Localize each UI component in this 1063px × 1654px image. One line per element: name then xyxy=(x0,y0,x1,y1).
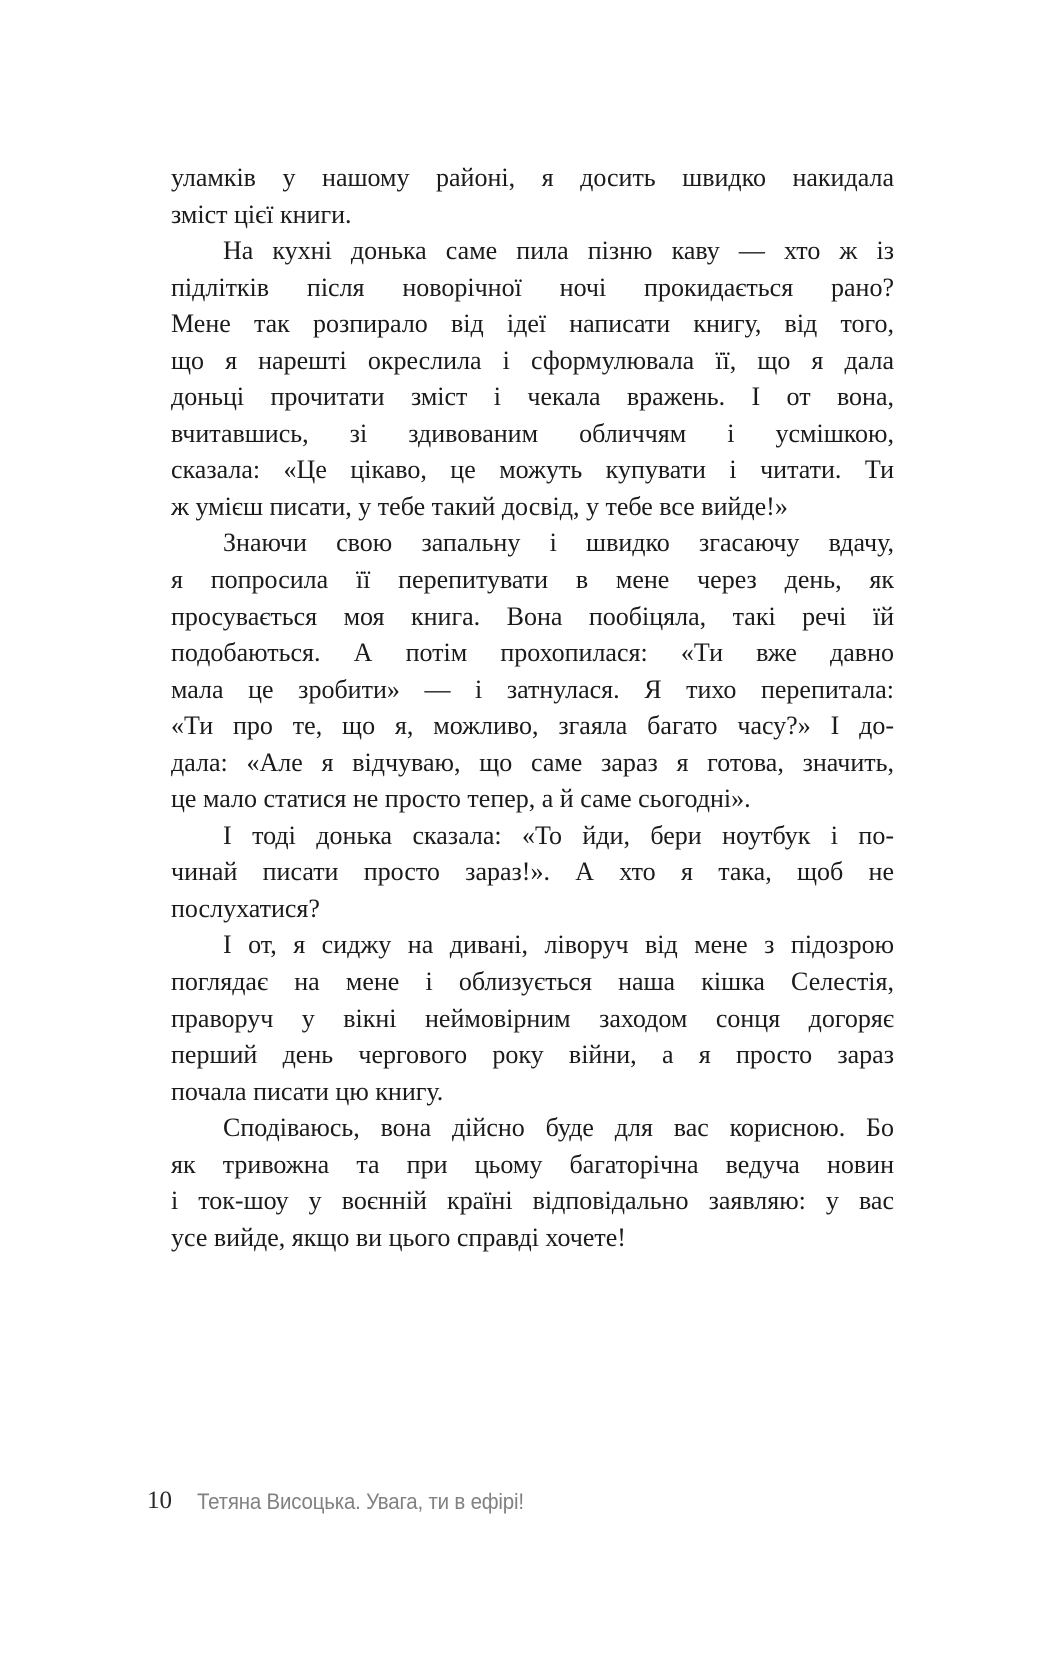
body-line: почала писати цю книгу. xyxy=(171,1076,444,1106)
body-line: Сподіваюсь, вона дійсно буде для вас корисною. Бо xyxy=(223,1113,894,1143)
body-line: І от, я сиджу на дивані, ліворуч від мене з підозрою xyxy=(223,930,894,960)
body-line: «Ти про те, що я, можливо, згаяла багато часу?» І до- xyxy=(171,711,894,741)
body-line: що я нарешті окреслила і сформулювала її, що я дала xyxy=(171,345,894,375)
body-line: поглядає на мене і облизується наша кішка Селестія, xyxy=(171,967,894,997)
body-line: перший день чергового року війни, а я просто зараз xyxy=(171,1040,894,1070)
body-line: сказала: «Це цікаво, це можуть купувати і читати. Ти xyxy=(171,455,894,485)
body-line: вчитавшись, зі здивованим обличчям і усмішкою, xyxy=(171,418,894,448)
body-line: це мало статися не просто тепер, а й саме сьогодні». xyxy=(171,784,751,814)
page-number: 10 xyxy=(147,1487,172,1514)
running-title: Тетяна Висоцька. Увага, ти в ефірі! xyxy=(197,1489,524,1514)
body-line: ж умієш писати, у тебе такий досвід, у тебе все вийде!» xyxy=(171,491,788,521)
body-line: просувається моя книга. Вона пообіцяла, такі речі їй xyxy=(171,601,894,631)
body-line: зміст цієї книги. xyxy=(171,199,352,229)
body-line: як тривожна та при цьому багаторічна ведуча новин xyxy=(171,1149,894,1179)
body-line: і ток-шоу у воєнній країні відповідально заявляю: у вас xyxy=(171,1186,894,1216)
body-line: усе вийде, якщо ви цього справді хочете! xyxy=(171,1222,626,1252)
body-line: подобаються. А потім прохопилася: «Ти вже давно xyxy=(171,638,894,668)
body-line: уламків у нашому районі, я досить швидко накидала xyxy=(171,163,894,192)
footer xyxy=(0,1487,1063,1517)
body-line: На кухні донька саме пила пізню каву — хто ж із xyxy=(223,236,894,266)
body-text xyxy=(171,160,894,1256)
body-line: я попросила її перепитувати в мене через день, як xyxy=(171,565,894,595)
body-line: доньці прочитати зміст і чекала вражень. І от вона, xyxy=(171,382,894,412)
body-line: Мене так розпирало від ідеї написати книгу, від того, xyxy=(171,309,894,339)
body-line: мала це зробити» — і затнулася. Я тихо перепитала: xyxy=(171,674,894,704)
body-line: дала: «Але я відчуваю, що саме зараз я готова, значить, xyxy=(171,747,894,777)
body-line: чинай писати просто зараз!». А хто я така, щоб не xyxy=(171,857,894,887)
body-line: праворуч у вікні неймовірним заходом сонця догоряє xyxy=(171,1003,894,1033)
body-line: Знаючи свою запальну і швидко згасаючу вдачу, xyxy=(223,528,894,558)
body-line: підлітків після новорічної ночі прокидається рано? xyxy=(171,272,894,302)
body-line: І тоді донька сказала: «То йди, бери ноутбук і по- xyxy=(223,820,894,850)
body-line: послухатися? xyxy=(171,893,320,923)
